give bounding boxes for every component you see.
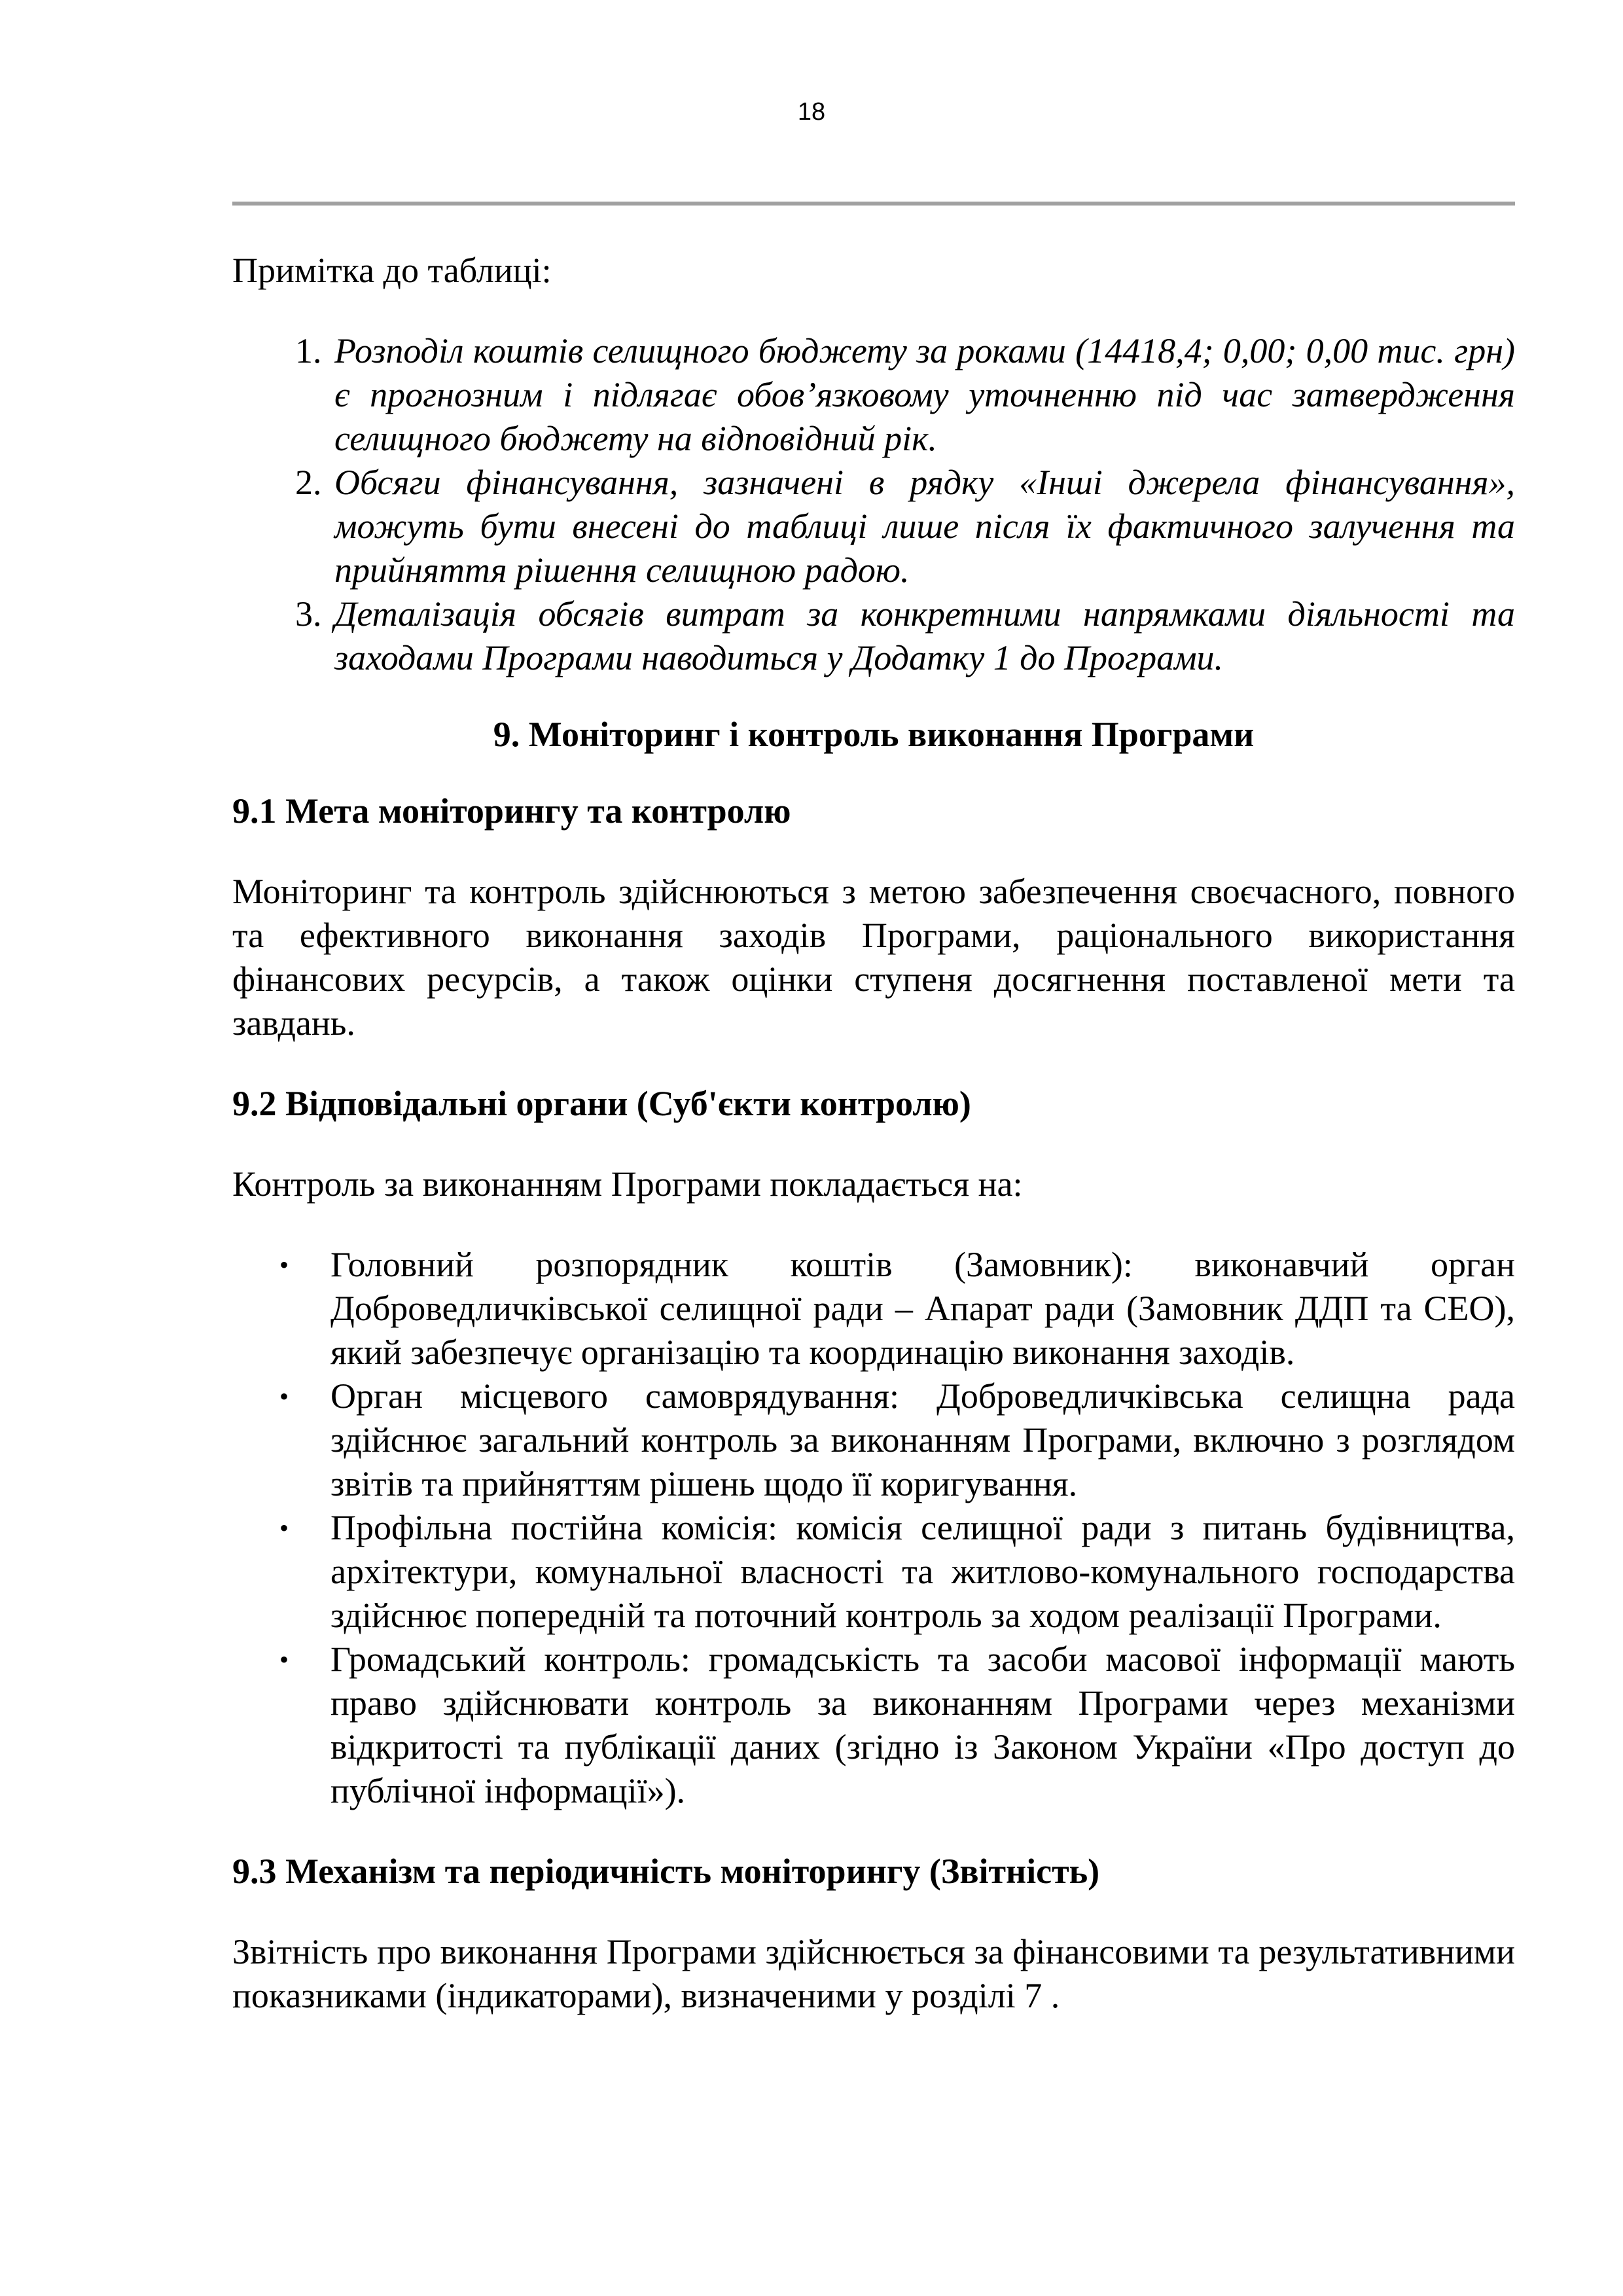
subsection-title-9-1: 9.1 Мета моніторингу та контролю	[232, 791, 791, 831]
list-item	[279, 1243, 1515, 1374]
note-list	[232, 329, 1515, 680]
paragraph-9-1: Моніторинг та контроль здійснюються з метою забезпечення своєчасного, повного та ефективного виконання заходів Програми, раціонального використання фінансових ресурсів, а також оцінки ступеня досягнення поставленої мети та завдань.	[232, 872, 1515, 1043]
note-item: 1. Розподіл коштів селищного бюджету за роками (14418,4; 0,00; 0,00 тис. грн) є прогнозним і підлягає обов’язковому уточненню під час затвердження селищного бюджету на відповідний рік.	[330, 329, 1515, 461]
note-title: Примітка до таблиці:	[232, 251, 552, 290]
page-content	[232, 249, 1515, 2054]
list-item	[279, 1506, 1515, 1638]
bullet-icon: •	[279, 1382, 289, 1411]
list-item-text: Головний розпорядник коштів (Замовник): виконавчий орган Доброведличківської селищної ради – Апарат ради (Замовник ДДП та СЕО), який забезпечує організацію та координацію виконання заходів.	[330, 1245, 1515, 1372]
bullet-icon: •	[279, 1645, 289, 1674]
list-item	[279, 1638, 1515, 1813]
list-item-text: Громадський контроль: громадськість та засоби масової інформації мають право здійснювати контроль за виконанням Програми через механізми відкритості та публікації даних (згідно із Законом України «Про доступ до публічної інформації»).	[330, 1640, 1515, 1810]
bullet-icon: •	[279, 1513, 289, 1543]
list-item	[279, 1374, 1515, 1506]
responsible-bodies-list	[232, 1243, 1515, 1813]
note-item: 2. Обсяги фінансування, зазначені в рядку «Інші джерела фінансування», можуть бути внесені до таблиці лише після їх фактичного залучення та прийняття рішення селищною радою.	[330, 461, 1515, 592]
paragraph-9-2-intro: Контроль за виконанням Програми покладається на:	[232, 1164, 1023, 1204]
list-item-text: Орган місцевого самоврядування: Доброведличківська селищна рада здійснює загальний контроль за виконанням Програми, включно з розглядом звітів та прийняттям рішень щодо її коригування.	[330, 1376, 1515, 1503]
subsection-title-9-2: 9.2 Відповідальні органи (Суб'єкти контролю)	[232, 1084, 971, 1123]
header-divider	[232, 202, 1515, 206]
section-title: 9. Моніторинг і контроль виконання Програми	[493, 715, 1255, 754]
list-item-text: Профільна постійна комісія: комісія селищної ради з питань будівництва, архітектури, комунальної власності та житлово-комунального господарства здійснює попередній та поточний контроль за ходом реалізації Програми.	[330, 1508, 1515, 1635]
paragraph-9-3: Звітність про виконання Програми здійснюється за фінансовими та результативними показниками (індикаторами), визначеними у розділі 7 .	[232, 1932, 1515, 2015]
page-number: 18	[797, 98, 826, 126]
note-item: 3. Деталізація обсягів витрат за конкретними напрямками діяльності та заходами Програми наводиться у Додатку 1 до Програми.	[330, 592, 1515, 680]
bullet-icon: •	[279, 1250, 289, 1280]
subsection-title-9-3: 9.3 Механізм та періодичність моніторингу (Звітність)	[232, 1852, 1100, 1891]
